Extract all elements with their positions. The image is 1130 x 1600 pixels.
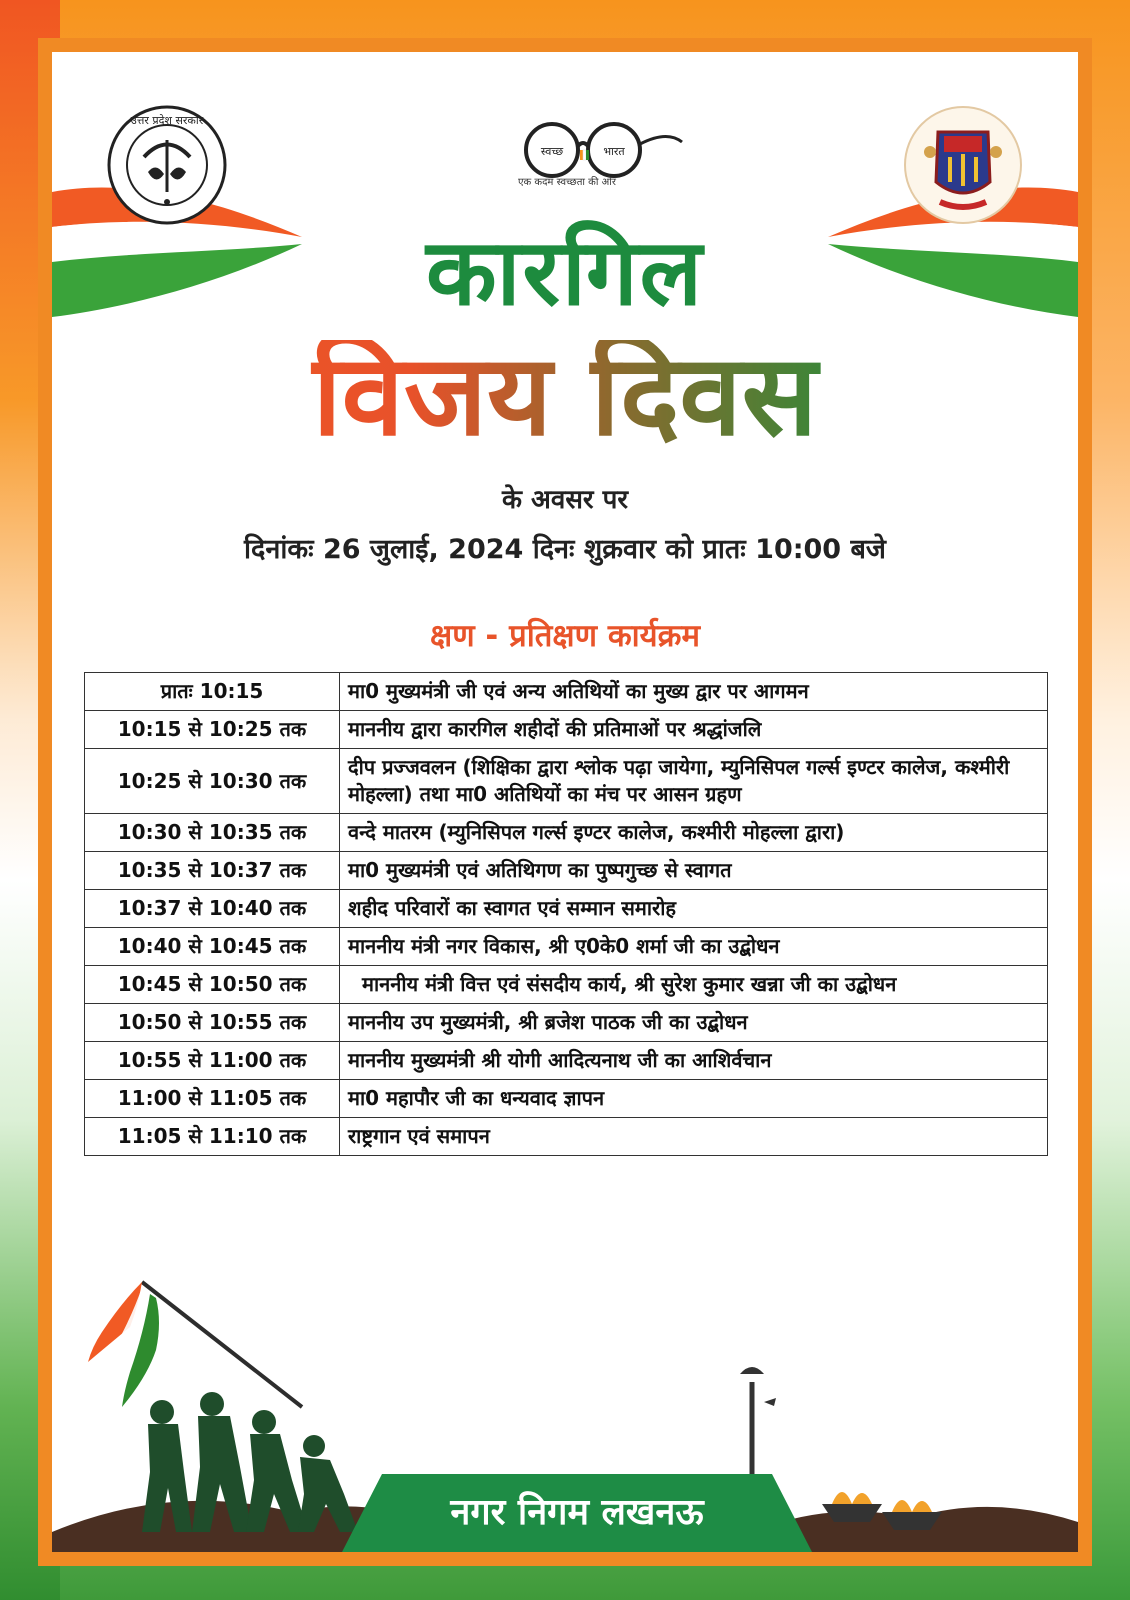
table-row: [85, 966, 1048, 1004]
flag-pole: [142, 1282, 302, 1407]
time-cell: 10:50 से 10:55 तक: [85, 1004, 340, 1042]
table-row: [85, 711, 1048, 749]
table-row: [85, 890, 1048, 928]
event-cell: मा0 मुख्यमंत्री जी एवं अन्य अतिथियों का मुख्य द्वार पर आगमन: [340, 673, 1048, 711]
table-row: [85, 814, 1048, 852]
nagar-nigam-lucknow-seal-icon: [900, 102, 1026, 228]
occasion-text: के अवसर पर: [501, 485, 628, 515]
event-cell: राष्ट्रगान एवं समापन: [340, 1118, 1048, 1156]
event-cell: माननीय द्वारा कारगिल शहीदों की प्रतिमाओं पर श्रद्धांजलि: [340, 711, 1048, 749]
poster-frame: [38, 38, 1092, 1566]
event-cell: मा0 महापौर जी का धन्यवाद ज्ञापन: [340, 1080, 1048, 1118]
footer-banner-text: नगर निगम लखनऊ: [450, 1492, 704, 1533]
time-cell: 10:55 से 11:00 तक: [85, 1042, 340, 1080]
title-vijay-diwas: विजय दिवस: [52, 340, 1078, 452]
table-row: [85, 852, 1048, 890]
table-row: [85, 1118, 1048, 1156]
event-cell: माननीय उप मुख्यमंत्री, श्री ब्रजेश पाठक जी का उद्बोधन: [340, 1004, 1048, 1042]
swachh-tagline: एक कदम स्वच्छता की ओर: [518, 177, 616, 188]
time-cell: 10:25 से 10:30 तक: [85, 749, 340, 814]
time-cell: 10:15 से 10:25 तक: [85, 711, 340, 749]
swachh-left-text: स्वच्छ: [540, 145, 564, 158]
schedule-table: [84, 672, 1048, 1156]
date-line: दिनांकः 26 जुलाई, 2024 दिनः शुक्रवार को प्रातः 10:00 बजे: [244, 534, 886, 565]
up-government-seal-icon: [104, 102, 230, 228]
event-cell: शहीद परिवारों का स्वागत एवं सम्मान समारोह: [340, 890, 1048, 928]
program-heading: क्षण - प्रतिक्षण कार्यक्रम: [429, 618, 701, 654]
event-cell: वन्दे मातरम (म्युनिसिपल गर्ल्स इण्टर कालेज, कश्मीरी मोहल्ला द्वारा): [340, 814, 1048, 852]
table-row: [85, 1004, 1048, 1042]
swachh-right-text: भारत: [603, 145, 625, 158]
time-cell: 11:05 से 11:10 तक: [85, 1118, 340, 1156]
event-cell: दीप प्रज्जवलन (शिक्षिका द्वारा श्लोक पढ़ा जायेगा, म्युनिसिपल गर्ल्स इण्टर कालेज, कश्मीरी मोहल्ला) तथा मा0 अतिथियों का मंच पर आसन ग्रहण: [340, 749, 1048, 814]
event-cell: माननीय मुख्यमंत्री श्री योगी आदित्यनाथ जी का आशिर्वचान: [340, 1042, 1048, 1080]
time-cell: 10:30 से 10:35 तक: [85, 814, 340, 852]
table-row: [85, 1080, 1048, 1118]
title-kargil: कारगिल: [425, 219, 705, 326]
time-cell: 10:45 से 10:50 तक: [85, 966, 340, 1004]
table-row: [85, 673, 1048, 711]
flame-bowl-icon: [882, 1500, 942, 1530]
event-cell: माननीय मंत्री वित्त एवं संसदीय कार्य, श्री सुरेश कुमार खन्ना जी का उद्बोधन: [340, 966, 1048, 1004]
event-cell: माननीय मंत्री नगर विकास, श्री ए0के0 शर्मा जी का उद्बोधन: [340, 928, 1048, 966]
event-cell: मा0 मुख्यमंत्री एवं अतिथिगण का पुष्पगुच्छ से स्वागत: [340, 852, 1048, 890]
table-row: [85, 1042, 1048, 1080]
up-seal-label: उत्तर प्रदेश सरकार: [130, 114, 204, 127]
time-cell: 10:35 से 10:37 तक: [85, 852, 340, 890]
flame-bowl-icon: [822, 1492, 882, 1522]
table-row: [85, 749, 1048, 814]
time-cell: 10:40 से 10:45 तक: [85, 928, 340, 966]
time-cell: 11:00 से 11:05 तक: [85, 1080, 340, 1118]
time-cell: 10:37 से 10:40 तक: [85, 890, 340, 928]
time-cell: प्रातः 10:15: [85, 673, 340, 711]
table-row: [85, 928, 1048, 966]
